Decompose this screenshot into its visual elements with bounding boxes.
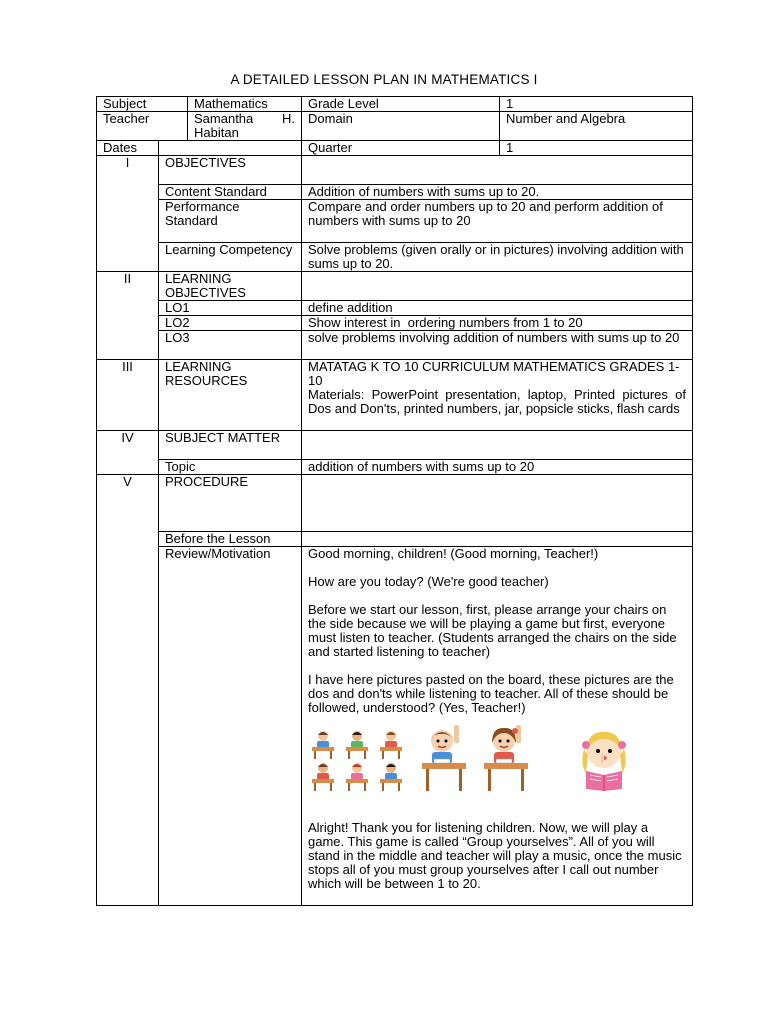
row-teacher — [97, 112, 693, 141]
performance-standard-label: Performance Standard — [159, 200, 302, 243]
learning-resources-text — [302, 360, 693, 431]
topic-text: addition of numbers with sums up to 20 — [302, 460, 693, 475]
learning-competency-text: Solve problems (given orally or in pictures) involving addition with sums up to 20. — [302, 243, 693, 272]
students-at-desks-image — [308, 729, 406, 791]
section-number-iv: IV — [97, 431, 159, 475]
teacher-label: Teacher — [97, 112, 188, 141]
procedure-paragraph: Before we start our lesson, first, please arrange your chairs on the side because we will be playing a game but first, everyone must listen to teacher. (Students arranged the chairs on the side and started listening to teacher) — [308, 602, 677, 659]
subject-matter-blank — [302, 431, 693, 460]
subject-value: Mathematics — [188, 97, 302, 112]
section-title-learning-objectives: LEARNING OBJECTIVES — [159, 272, 302, 301]
section-title-procedure: PROCEDURE — [159, 475, 302, 532]
performance-standard-text: Compare and order numbers up to 20 and perform addition of numbers with sums up to 20 — [302, 200, 693, 243]
domain-label: Domain — [302, 112, 500, 141]
row-dates — [97, 141, 693, 156]
row-learning-objectives — [97, 272, 693, 301]
procedure-paragraph: Good morning, children! (Good morning, Teacher!) — [308, 546, 599, 561]
teacher-value: Samantha H. Habitan — [188, 112, 302, 141]
procedure-blank — [302, 475, 693, 532]
quarter-label: Quarter — [302, 141, 500, 156]
girl-reading-book-icon — [574, 725, 634, 791]
before-lesson-blank — [302, 532, 693, 547]
topic-label: Topic — [159, 460, 302, 475]
row-content-standard — [97, 185, 693, 200]
student-icon — [342, 729, 372, 759]
row-learning-resources — [97, 360, 693, 431]
row-topic — [97, 460, 693, 475]
document-title: A DETAILED LESSON PLAN IN MATHEMATICS I — [230, 72, 538, 87]
lesson-plan-table — [96, 96, 692, 906]
row-objectives — [97, 156, 693, 185]
grade-label: Grade Level — [302, 97, 500, 112]
section-title-objectives: OBJECTIVES — [159, 156, 302, 185]
lo3-label: LO3 — [159, 331, 302, 360]
before-lesson-label: Before the Lesson — [159, 532, 302, 547]
section-number-v: V — [97, 475, 159, 906]
row-procedure — [97, 475, 693, 532]
content-standard-label: Content Standard — [159, 185, 302, 200]
row-subject — [97, 97, 693, 112]
row-subject-matter — [97, 431, 693, 460]
learning-competency-label: Learning Competency — [159, 243, 302, 272]
subject-label: Subject — [97, 97, 188, 112]
student-icon — [342, 761, 372, 791]
student-icon — [376, 761, 406, 791]
boy-raising-hand-icon — [420, 721, 468, 791]
domain-value: Number and Algebra — [500, 112, 693, 141]
student-icon — [376, 729, 406, 759]
closing-paragraph: Alright! Thank you for listening children. Now, we will play a game. This game is called “Group yourselves”. All of you will stand in the middle and teacher will play a music, once the music stops all of you must group yourselves after I call out number which will be between 1 to 20. — [308, 820, 682, 891]
lo1-label: LO1 — [159, 301, 302, 316]
content-standard-text: Addition of numbers with sums up to 20. — [302, 185, 693, 200]
quarter-value: 1 — [500, 141, 693, 156]
reference-text: MATATAG K TO 10 CURRICULUM MATHEMATICS GRADES 1-10 — [308, 359, 680, 388]
dos-donts-pictures — [308, 721, 684, 791]
section-title-learning-resources: LEARNING RESOURCES — [159, 360, 302, 431]
dates-label: Dates — [97, 141, 159, 156]
procedure-paragraph: I have here pictures pasted on the board, these pictures are the dos and don'ts while listening to teacher. All of these should be followed, understood? (Yes, Teacher!) — [308, 672, 674, 715]
objectives-blank — [302, 156, 693, 185]
materials-text: Materials: PowerPoint presentation, laptop, Printed pictures of Dos and Don'ts, printed numbers, jar, popsicle sticks, flash cards — [308, 387, 686, 416]
row-review-motivation — [97, 547, 693, 906]
lo3-text: solve problems involving addition of numbers with sums up to 20 — [302, 331, 693, 360]
lo1-text: define addition — [302, 301, 693, 316]
row-before-lesson — [97, 532, 693, 547]
review-motivation-label: Review/Motivation — [159, 547, 302, 906]
row-lo1 — [97, 301, 693, 316]
row-performance-standard — [97, 200, 693, 243]
row-learning-competency — [97, 243, 693, 272]
section-number-i: I — [97, 156, 159, 272]
student-icon — [308, 761, 338, 791]
dates-value — [159, 141, 302, 156]
student-icon — [308, 729, 338, 759]
lo2-text: Show interest in ordering numbers from 1 to 20 — [302, 316, 693, 331]
lo2-label: LO2 — [159, 316, 302, 331]
procedure-paragraph: How are you today? (We're good teacher) — [308, 574, 549, 589]
section-number-iii: III — [97, 360, 159, 431]
grade-value: 1 — [500, 97, 693, 112]
section-number-ii: II — [97, 272, 159, 360]
section-title-subject-matter: SUBJECT MATTER — [159, 431, 302, 460]
row-lo3 — [97, 331, 693, 360]
row-lo2 — [97, 316, 693, 331]
girl-raising-hand-icon — [482, 721, 530, 791]
review-motivation-content — [302, 547, 693, 906]
learning-objectives-blank — [302, 272, 693, 301]
